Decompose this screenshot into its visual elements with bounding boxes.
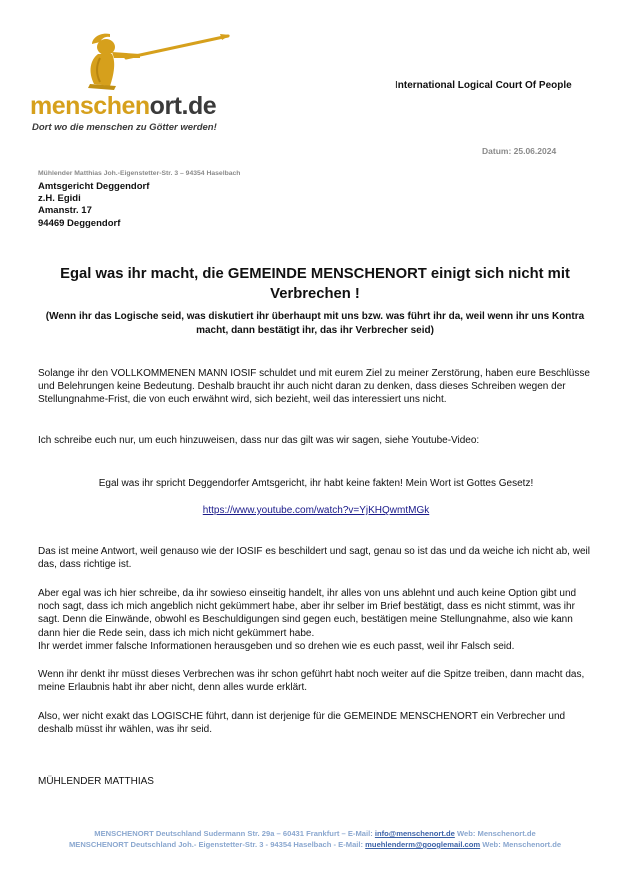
footer-line: MENSCHENORT Deutschland Joh.- Eigenstetter-Str. 3 - 94354 Haselbach - E-Mail: muehlenderm@googlemail.com Web: Menschenort.de	[68, 840, 562, 849]
recipient-line: 94469 Deggendorf	[38, 217, 121, 229]
footer-email-link[interactable]: muehlenderm@googlemail.com	[365, 840, 481, 849]
body-paragraph: Also, wer nicht exakt das LOGISCHE führt, dann ist derjenige für die GEMEINDE MENSCHENORT ein Verbrecher und deshalb müsst ihr wählen, was ihr seid.	[38, 711, 566, 736]
spartan-warrior-logo-icon	[70, 30, 230, 92]
video-link-row	[38, 504, 594, 517]
recipient-line: z.H. Egidi	[38, 193, 81, 205]
brand-logo	[30, 30, 230, 133]
body-paragraph: Ich schreibe euch nur, um euch hinzuweisen, dass nur das gilt was wir sagen, siehe Youtube-Video:	[38, 435, 480, 446]
logo-tagline: Dort wo die menschen zu Götter werden!	[32, 122, 217, 133]
letter-title: Egal was ihr macht, die GEMEINDE MENSCHENORT einigt sich nicht mit Verbrechen !	[60, 266, 570, 302]
paragraph-text: Ihr werdet immer falsche Informationen herausgeben und so drehen wie es euch passt, weil ihr Falsch seid.	[38, 640, 515, 652]
body-paragraph	[38, 587, 594, 653]
court-name: International Logical Court Of People	[395, 80, 572, 91]
body-paragraph: Wenn ihr denkt ihr müsst dieses Verbrechen was ihr schon geführt habt noch weiter auf die Spitze treiben, dann macht das, meine Erlaubnis habt ihr aber nicht, denn alles wurde erklärt.	[38, 669, 585, 694]
recipient-line: Amanstr. 17	[38, 205, 92, 217]
recipient-address	[38, 181, 149, 230]
logo-wordmark: menschenort.de	[30, 92, 217, 120]
footer-email-link[interactable]: info@menschenort.de	[374, 829, 455, 838]
paragraph-text: Aber egal was ich hier schreibe, da ihr sowieso einseitig handelt, ihr alles von uns ablehnt und auch keine Option gibt und noch sagt, dass ich mich angeblich nicht gekümmert habe, aber ihr selber im Brief bestätigt, dass es nicht stimmt, was ihr sagt. Denn die Einwände, obwohl es Beschuldigungen sind gegen euch, bestätigen meine Stellungnahme, also wie kann dann hier die Rede sein, dass ich mich nicht gekümmert habe.	[38, 588, 577, 639]
youtube-video-link[interactable]: https://www.youtube.com/watch?v=YjKHQwmtMGk	[202, 505, 430, 516]
video-quote: Egal was ihr spricht Deggendorfer Amtsgericht, ihr habt keine fakten! Mein Wort ist Gottes Gesetz!	[98, 478, 534, 489]
page-footer	[0, 828, 630, 850]
sender-line: Mühlender Matthias Joh.-Eigenstetter-Str. 3 – 94354 Haselbach	[38, 170, 241, 177]
footer-line: MENSCHENORT Deutschland Sudermann Str. 29a – 60431 Frankfurt – E-Mail: info@menschenort.de Web: Menschenort.de	[94, 829, 536, 838]
signature-name: MÜHLENDER MATTHIAS	[38, 776, 154, 787]
body-paragraph: Das ist meine Antwort, weil genauso wie der IOSIF es beschildert und sagt, genau so ist das und da weiche ich nicht ab, weil das, dass richtige ist.	[38, 546, 590, 571]
recipient-line: Amtsgericht Deggendorf	[38, 181, 150, 192]
body-paragraph: Solange ihr den VOLLKOMMENEN MANN IOSIF schuldet und mit eurem Ziel zu meiner Zerstörung, haben eure Beschlüsse und Belehrungen keine Bedeutung. Deshalb braucht ihr auch nicht daran zu denken, dass dieses Schreiben wegen der Stellungnahme-Frist, die von euch erwähnt wird, sich bezieht, weil das interessiert uns nicht.	[38, 368, 590, 406]
letter-subtitle: (Wenn ihr das Logische seid, was diskutiert ihr überhaupt mit uns bzw. was führt ihr da, weil wenn ihr uns Kontra macht, dann bestätigt ihr, das ihr Verbrecher seid)	[45, 311, 585, 336]
letter-date: Datum: 25.06.2024	[482, 146, 557, 156]
